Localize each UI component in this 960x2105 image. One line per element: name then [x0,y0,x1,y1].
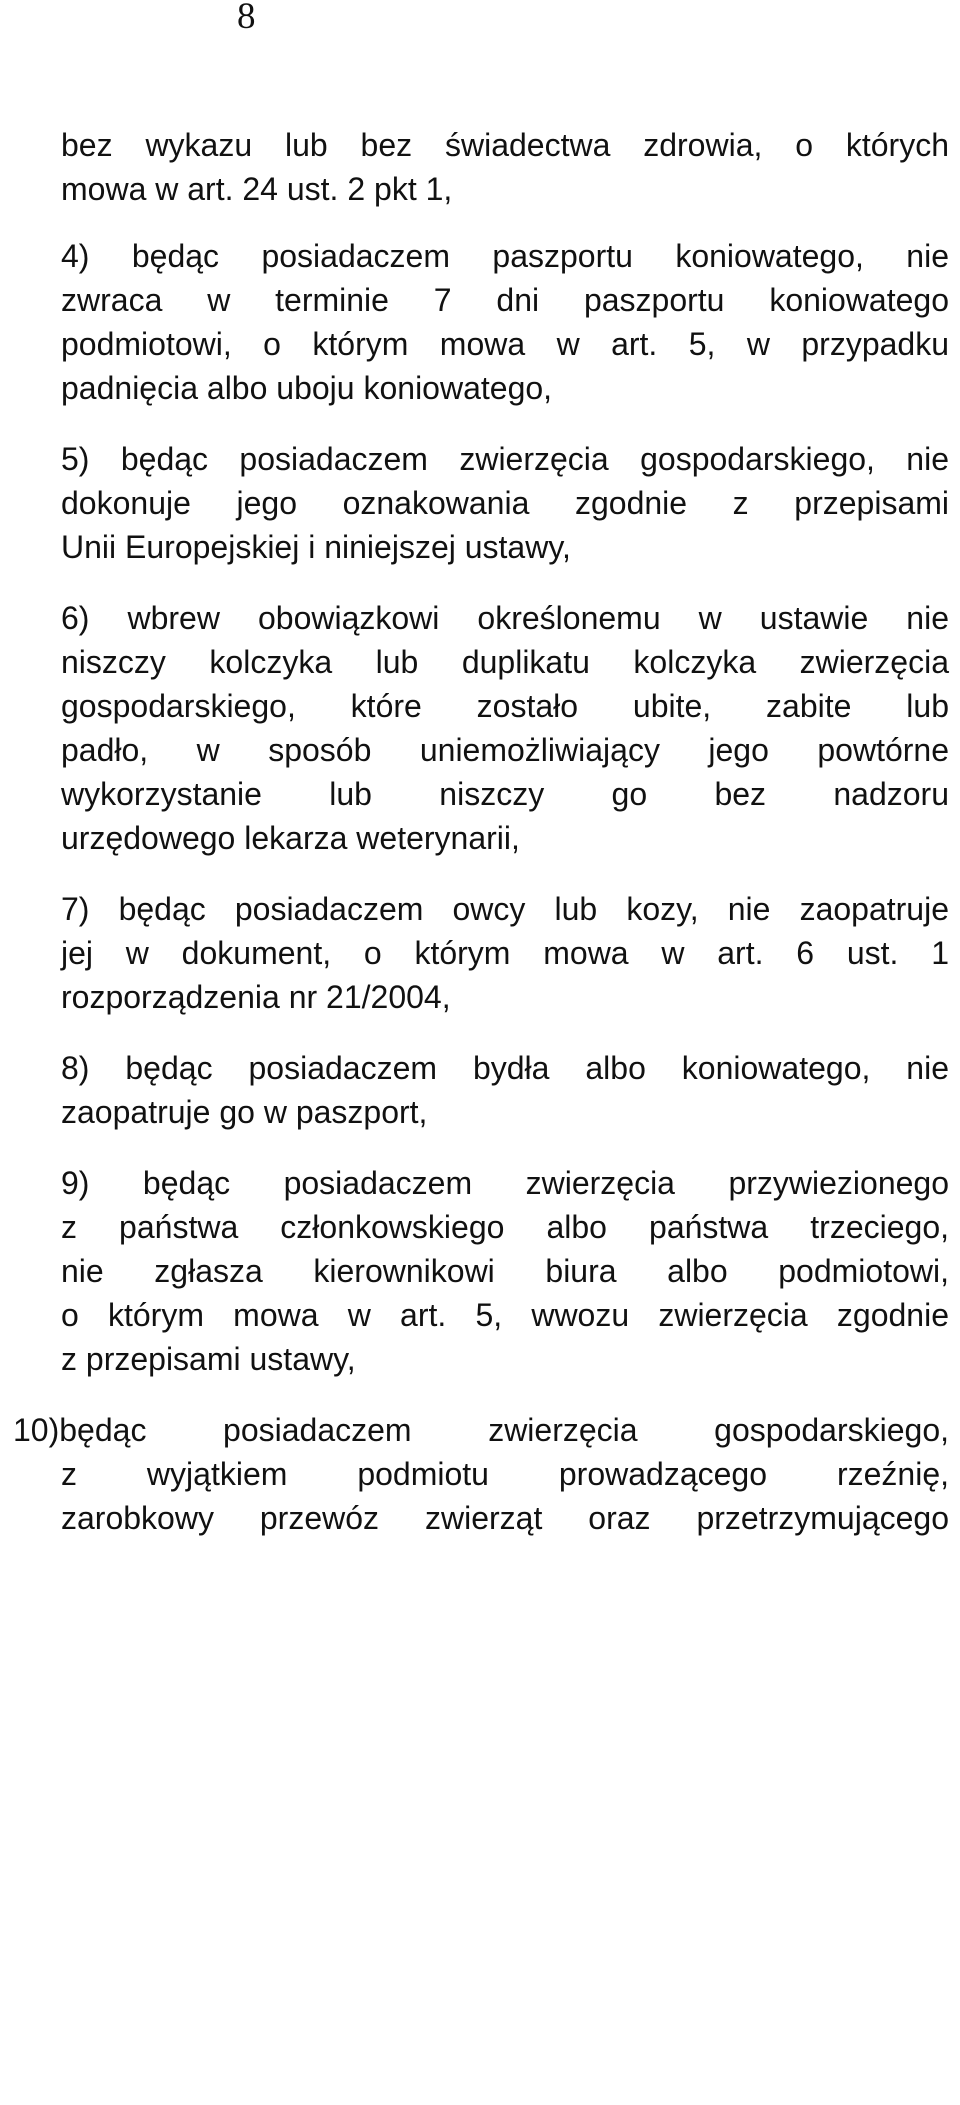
list-item-9 [61,1161,949,1381]
list-item-line: padnięcia albo uboju koniowatego, [61,370,553,406]
list-item-line: Unii Europejskiej i niniejszej ustawy, [61,529,571,565]
list-item-5-line-1: 5) będąc posiadaczem zwierzęcia gospodarskiego, nie [61,441,950,477]
list-item-number: 8) [61,1050,90,1086]
list-item-number: 7) [61,891,90,927]
list-item-line: zaopatruje go w paszport, [61,1094,428,1130]
list-item-line: dokonuje jego oznakowania zgodnie z przepisami [61,485,949,521]
list-item-number: 4) [61,238,90,274]
list-item-line: rozporządzenia nr 21/2004, [61,979,451,1015]
list-item-line: niszczy kolczyka lub duplikatu kolczyka zwierzęcia [61,644,949,680]
list-item-number: 6) [61,600,90,636]
list-item-7 [61,887,949,1019]
page-number: 8 [237,0,256,37]
document-body [13,123,950,1540]
list-item-line: jej w dokument, o którym mowa w art. 6 ust. 1 [61,935,949,971]
list-item-8 [61,1046,949,1134]
list-item-line: z przepisami ustawy, [61,1341,356,1377]
list-item-8-line-1: 8) będąc posiadaczem bydła albo koniowatego, nie [61,1050,949,1086]
list-item-6-line-1: 6) wbrew obowiązkowi określonemu w ustawie nie [61,600,950,636]
list-item-line: podmiotowi, o którym mowa w art. 5, w przypadku [61,326,949,362]
list-item-10-line-1: 10)będąc posiadaczem zwierzęcia gospodarskiego, [13,1412,949,1448]
intro-line: bez wykazu lub bez świadectwa zdrowia, o których [61,127,949,163]
list-item-line: wykorzystanie lub niszczy go bez nadzoru [61,776,949,812]
list-item-line: padło, w sposób uniemożliwiający jego powtórne [61,732,949,768]
list-item-line: gospodarskiego, które zostało ubite, zabite lub [61,688,949,724]
list-item-4 [61,234,949,410]
list-item-4-line-1: 4) będąc posiadaczem paszportu koniowatego, nie [61,238,950,274]
list-item-number: 5) [61,441,90,477]
list-item-number: 9) [61,1165,90,1201]
list-item-6 [61,596,949,860]
list-item-line: zwraca w terminie 7 dni paszportu koniowatego [61,282,949,318]
list-item-5 [61,437,949,569]
list-item-line: z państwa członkowskiego albo państwa trzeciego, [61,1209,949,1245]
intro-line: mowa w art. 24 ust. 2 pkt 1, [61,171,453,207]
list-item-10 [13,1408,949,1540]
list-item-line: zarobkowy przewóz zwierząt oraz przetrzymującego [61,1500,949,1536]
list-item-line: z wyjątkiem podmiotu prowadzącego rzeźnię, [61,1456,949,1492]
list-item-line: o którym mowa w art. 5, wwozu zwierzęcia zgodnie [61,1297,949,1333]
list-item-line: nie zgłasza kierownikowi biura albo podmiotowi, [61,1253,949,1289]
list-item-9-line-1: 9) będąc posiadaczem zwierzęcia przywiezionego [61,1165,949,1201]
list-item-line: urzędowego lekarza weterynarii, [61,820,520,856]
list-item-7-line-1: 7) będąc posiadaczem owcy lub kozy, nie zaopatruje [61,891,950,927]
list-item-number: 10) [13,1412,60,1448]
